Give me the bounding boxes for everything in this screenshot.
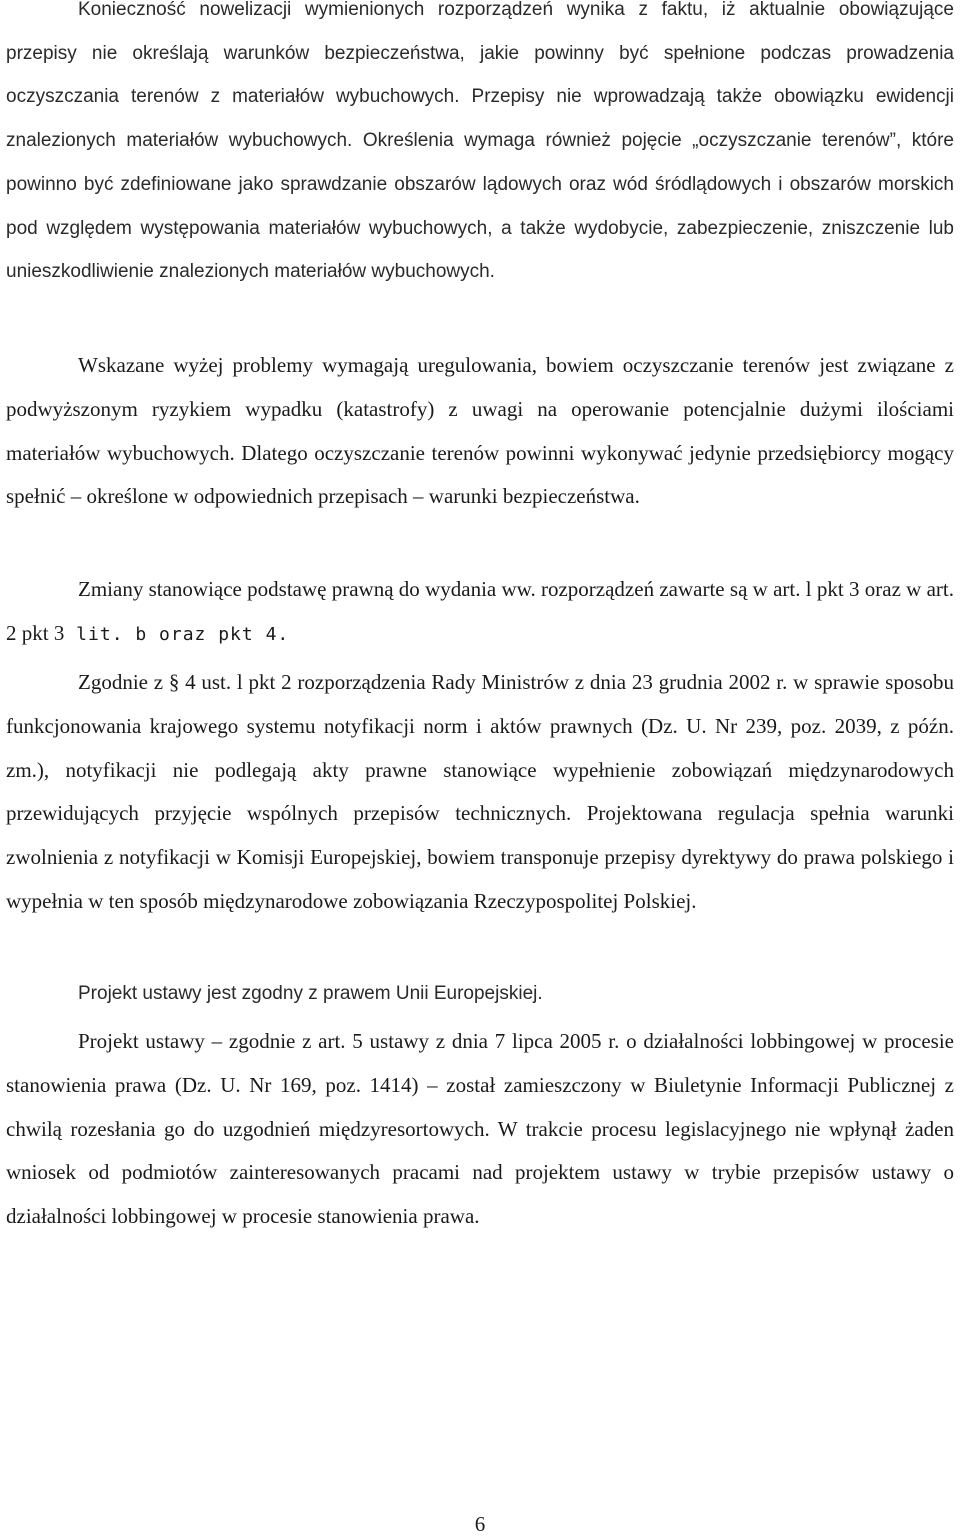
- paragraph-notification: Zgodnie z § 4 ust. l pkt 2 rozporządzenia Rady Ministrów z dnia 23 grudnia 2002 r. w sprawie sposobu funkcjonowania krajowego systemu notyfikacji norm i aktów prawnych (Dz. U. Nr 239, poz. 2039, z późn. zm.), notyfikacji nie podlegają akty prawne stanowiące wypełnienie zobowiązań międzynarodowych przewidujących przyjęcie wspólnych przepisów technicznych. Projektowana regulacja spełnia warunki zwolnienia z notyfikacji w Komisji Europejskiej, bowiem transponuje przepisy dyrektywy do prawa polskiego i wypełnia w ten sposób międzynarodowe zobowiązania Rzeczypospolitej Polskiej.: [6, 670, 954, 913]
- paragraph-legal-basis: [6, 568, 954, 657]
- legal-basis-tail: lit. b oraz pkt 4.: [64, 623, 290, 645]
- page-number: 6: [474, 1512, 486, 1536]
- legal-basis-text: Zmiany stanowiące podstawę prawną do wydania ww. rozporządzeń zawarte są w art. l pkt 3 oraz w art. 2 pkt 3: [6, 577, 954, 645]
- paragraph-problems: Wskazane wyżej problemy wymagają uregulowania, bowiem oczyszczanie terenów jest związane z podwyższonym ryzykiem wypadku (katastrofy) z uwagi na operowanie potencjalnie dużymi ilościami materiałów wybuchowych. Dlatego oczyszczanie terenów powinni wykonywać jedynie przedsiębiorcy mogący spełnić – określone w odpowiednich przepisach – warunki bezpieczeństwa.: [6, 353, 954, 509]
- paragraph-necessity: Konieczność nowelizacji wymienionych rozporządzeń wynika z faktu, iż aktualnie obowiązujące przepisy nie określają warunków bezpieczeństwa, jakie powinny być spełnione podczas prowadzenia oczyszczania terenów z materiałów wybuchowych. Przepisy nie wprowadzają także obowiązku ewidencji znalezionych materiałów wybuchowych. Określenia wymaga również pojęcie „oczyszczanie terenów”, które powinno być zdefiniowane jako sprawdzanie obszarów lądowych oraz wód śródlądowych i obszarów morskich pod względem występowania materiałów wybuchowych, a także wydobycie, zabezpieczenie, zniszczenie lub unieszkodliwienie znalezionych materiałów wybuchowych.: [6, 0, 954, 283]
- paragraph-eu-compliance: Projekt ustawy jest zgodny z prawem Unii Europejskiej.: [78, 983, 543, 1004]
- paragraph-lobbying: Projekt ustawy – zgodnie z art. 5 ustawy z dnia 7 lipca 2005 r. o działalności lobbingowej w procesie stanowienia prawa (Dz. U. Nr 169, poz. 1414) – został zamieszczony w Biuletynie Informacji Publicznej z chwilą rozesłania go do uzgodnień międzyresortowych. W trakcie procesu legislacyjnego nie wpłynął żaden wniosek od podmiotów zainteresowanych pracami nad projektem ustawy w trybie przepisów ustawy o działalności lobbingowej w procesie stanowienia prawa.: [6, 1029, 954, 1229]
